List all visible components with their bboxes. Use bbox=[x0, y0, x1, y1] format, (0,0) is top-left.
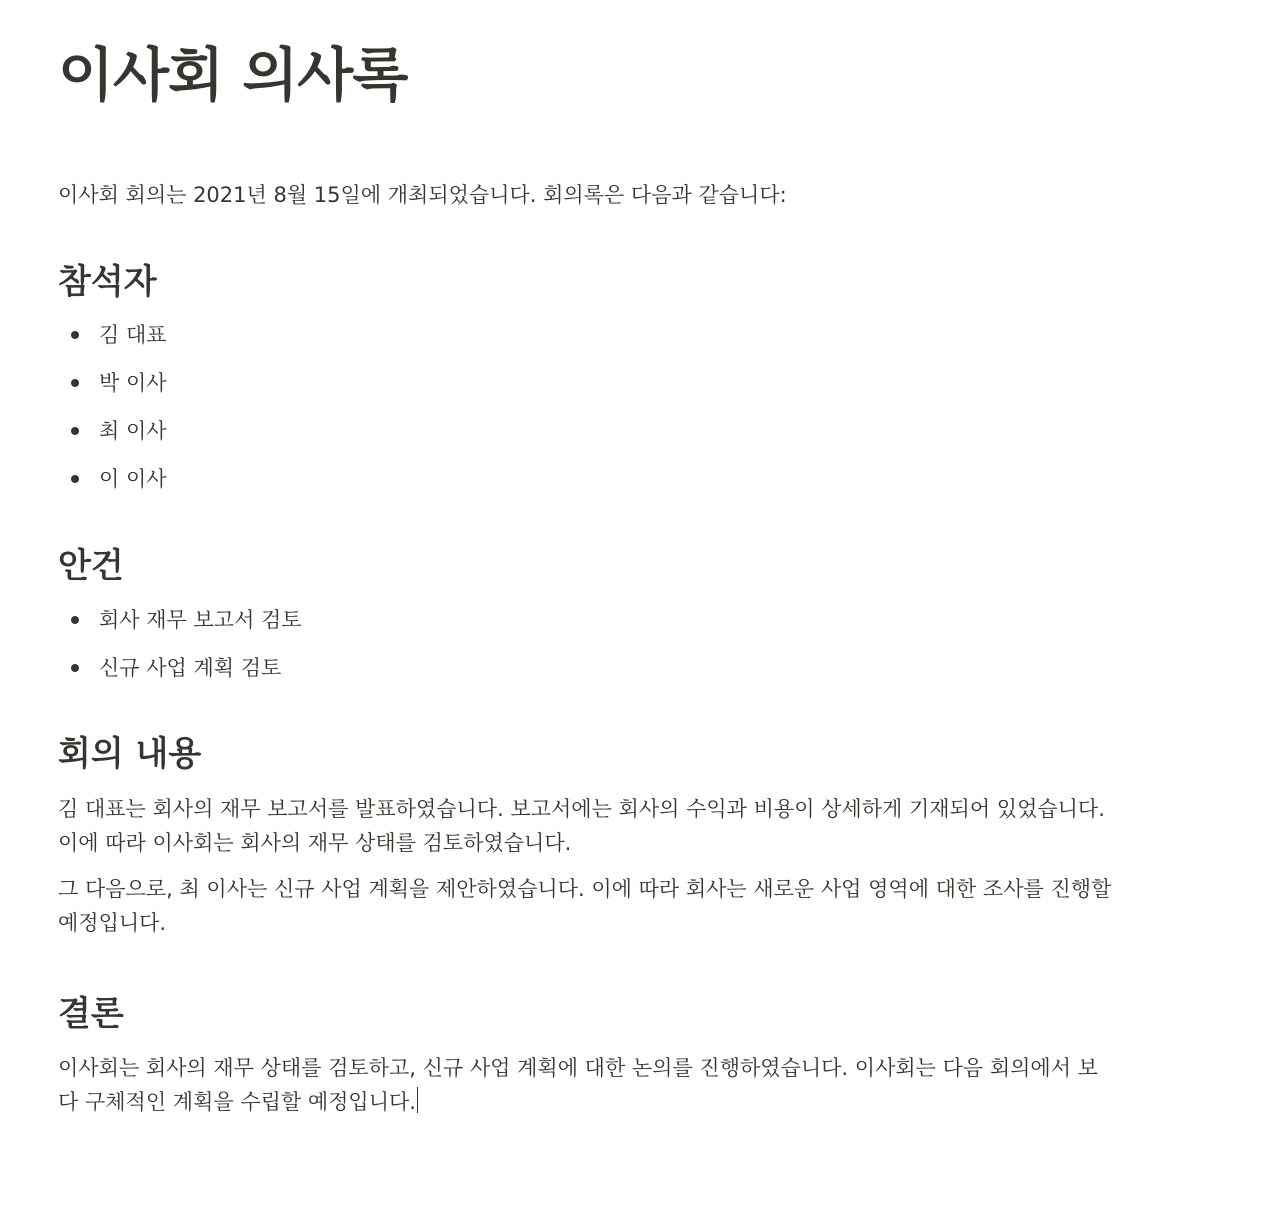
list-item[interactable] bbox=[58, 318, 167, 366]
agenda-heading[interactable]: 안건 bbox=[58, 546, 124, 586]
bullet-icon bbox=[71, 616, 79, 624]
intro-paragraph[interactable]: 이사회 회의는 2021년 8월 15일에 개최되었습니다. 회의록은 다음과 같습니다: bbox=[58, 183, 787, 207]
list-item-text: 최 이사 bbox=[99, 419, 167, 443]
bullet-icon bbox=[71, 379, 79, 387]
conclusion-text: 이사회는 회사의 재무 상태를 검토하고, 신규 사업 계획에 대한 논의를 진행하였습니다. 이사회는 다음 회의에서 보다 구체적인 계획을 수립할 예정입니다. bbox=[58, 1056, 1098, 1114]
minutes-paragraph-1[interactable]: 김 대표는 회사의 재무 보고서를 발표하였습니다. 보고서에는 회사의 수익과 비용이 상세하게 기재되어 있었습니다. 이에 따라 이사회는 회사의 재무 상태를 검토하였습니다. bbox=[58, 797, 1105, 855]
list-item-text: 이 이사 bbox=[99, 467, 167, 491]
list-item-text: 회사 재무 보고서 검토 bbox=[99, 608, 302, 632]
list-item[interactable] bbox=[58, 414, 167, 462]
bullet-icon bbox=[71, 475, 79, 483]
bullet-icon bbox=[71, 331, 79, 339]
conclusion-paragraph[interactable] bbox=[58, 1051, 1118, 1119]
attendees-list bbox=[58, 318, 167, 510]
list-item-text: 신규 사업 계획 검토 bbox=[99, 656, 282, 680]
conclusion-body bbox=[58, 1051, 1118, 1119]
list-item-text: 김 대표 bbox=[99, 323, 167, 347]
minutes-heading[interactable]: 회의 내용 bbox=[58, 734, 202, 774]
agenda-list bbox=[58, 603, 302, 699]
list-item[interactable] bbox=[58, 651, 302, 699]
conclusion-heading[interactable]: 결론 bbox=[58, 994, 124, 1034]
minutes-paragraph-2[interactable]: 그 다음으로, 최 이사는 신규 사업 계획을 제안하였습니다. 이에 따라 회사는 새로운 사업 영역에 대한 조사를 진행할 예정입니다. bbox=[58, 877, 1112, 935]
bullet-icon bbox=[71, 664, 79, 672]
list-item-text: 박 이사 bbox=[99, 371, 167, 395]
minutes-body bbox=[58, 792, 1118, 940]
list-item[interactable] bbox=[58, 462, 167, 510]
text-cursor bbox=[417, 1087, 418, 1113]
attendees-heading[interactable]: 참석자 bbox=[58, 262, 157, 302]
bullet-icon bbox=[71, 427, 79, 435]
list-item[interactable] bbox=[58, 366, 167, 414]
page-title[interactable]: 이사회 의사록 bbox=[58, 41, 408, 109]
list-item[interactable] bbox=[58, 603, 302, 651]
